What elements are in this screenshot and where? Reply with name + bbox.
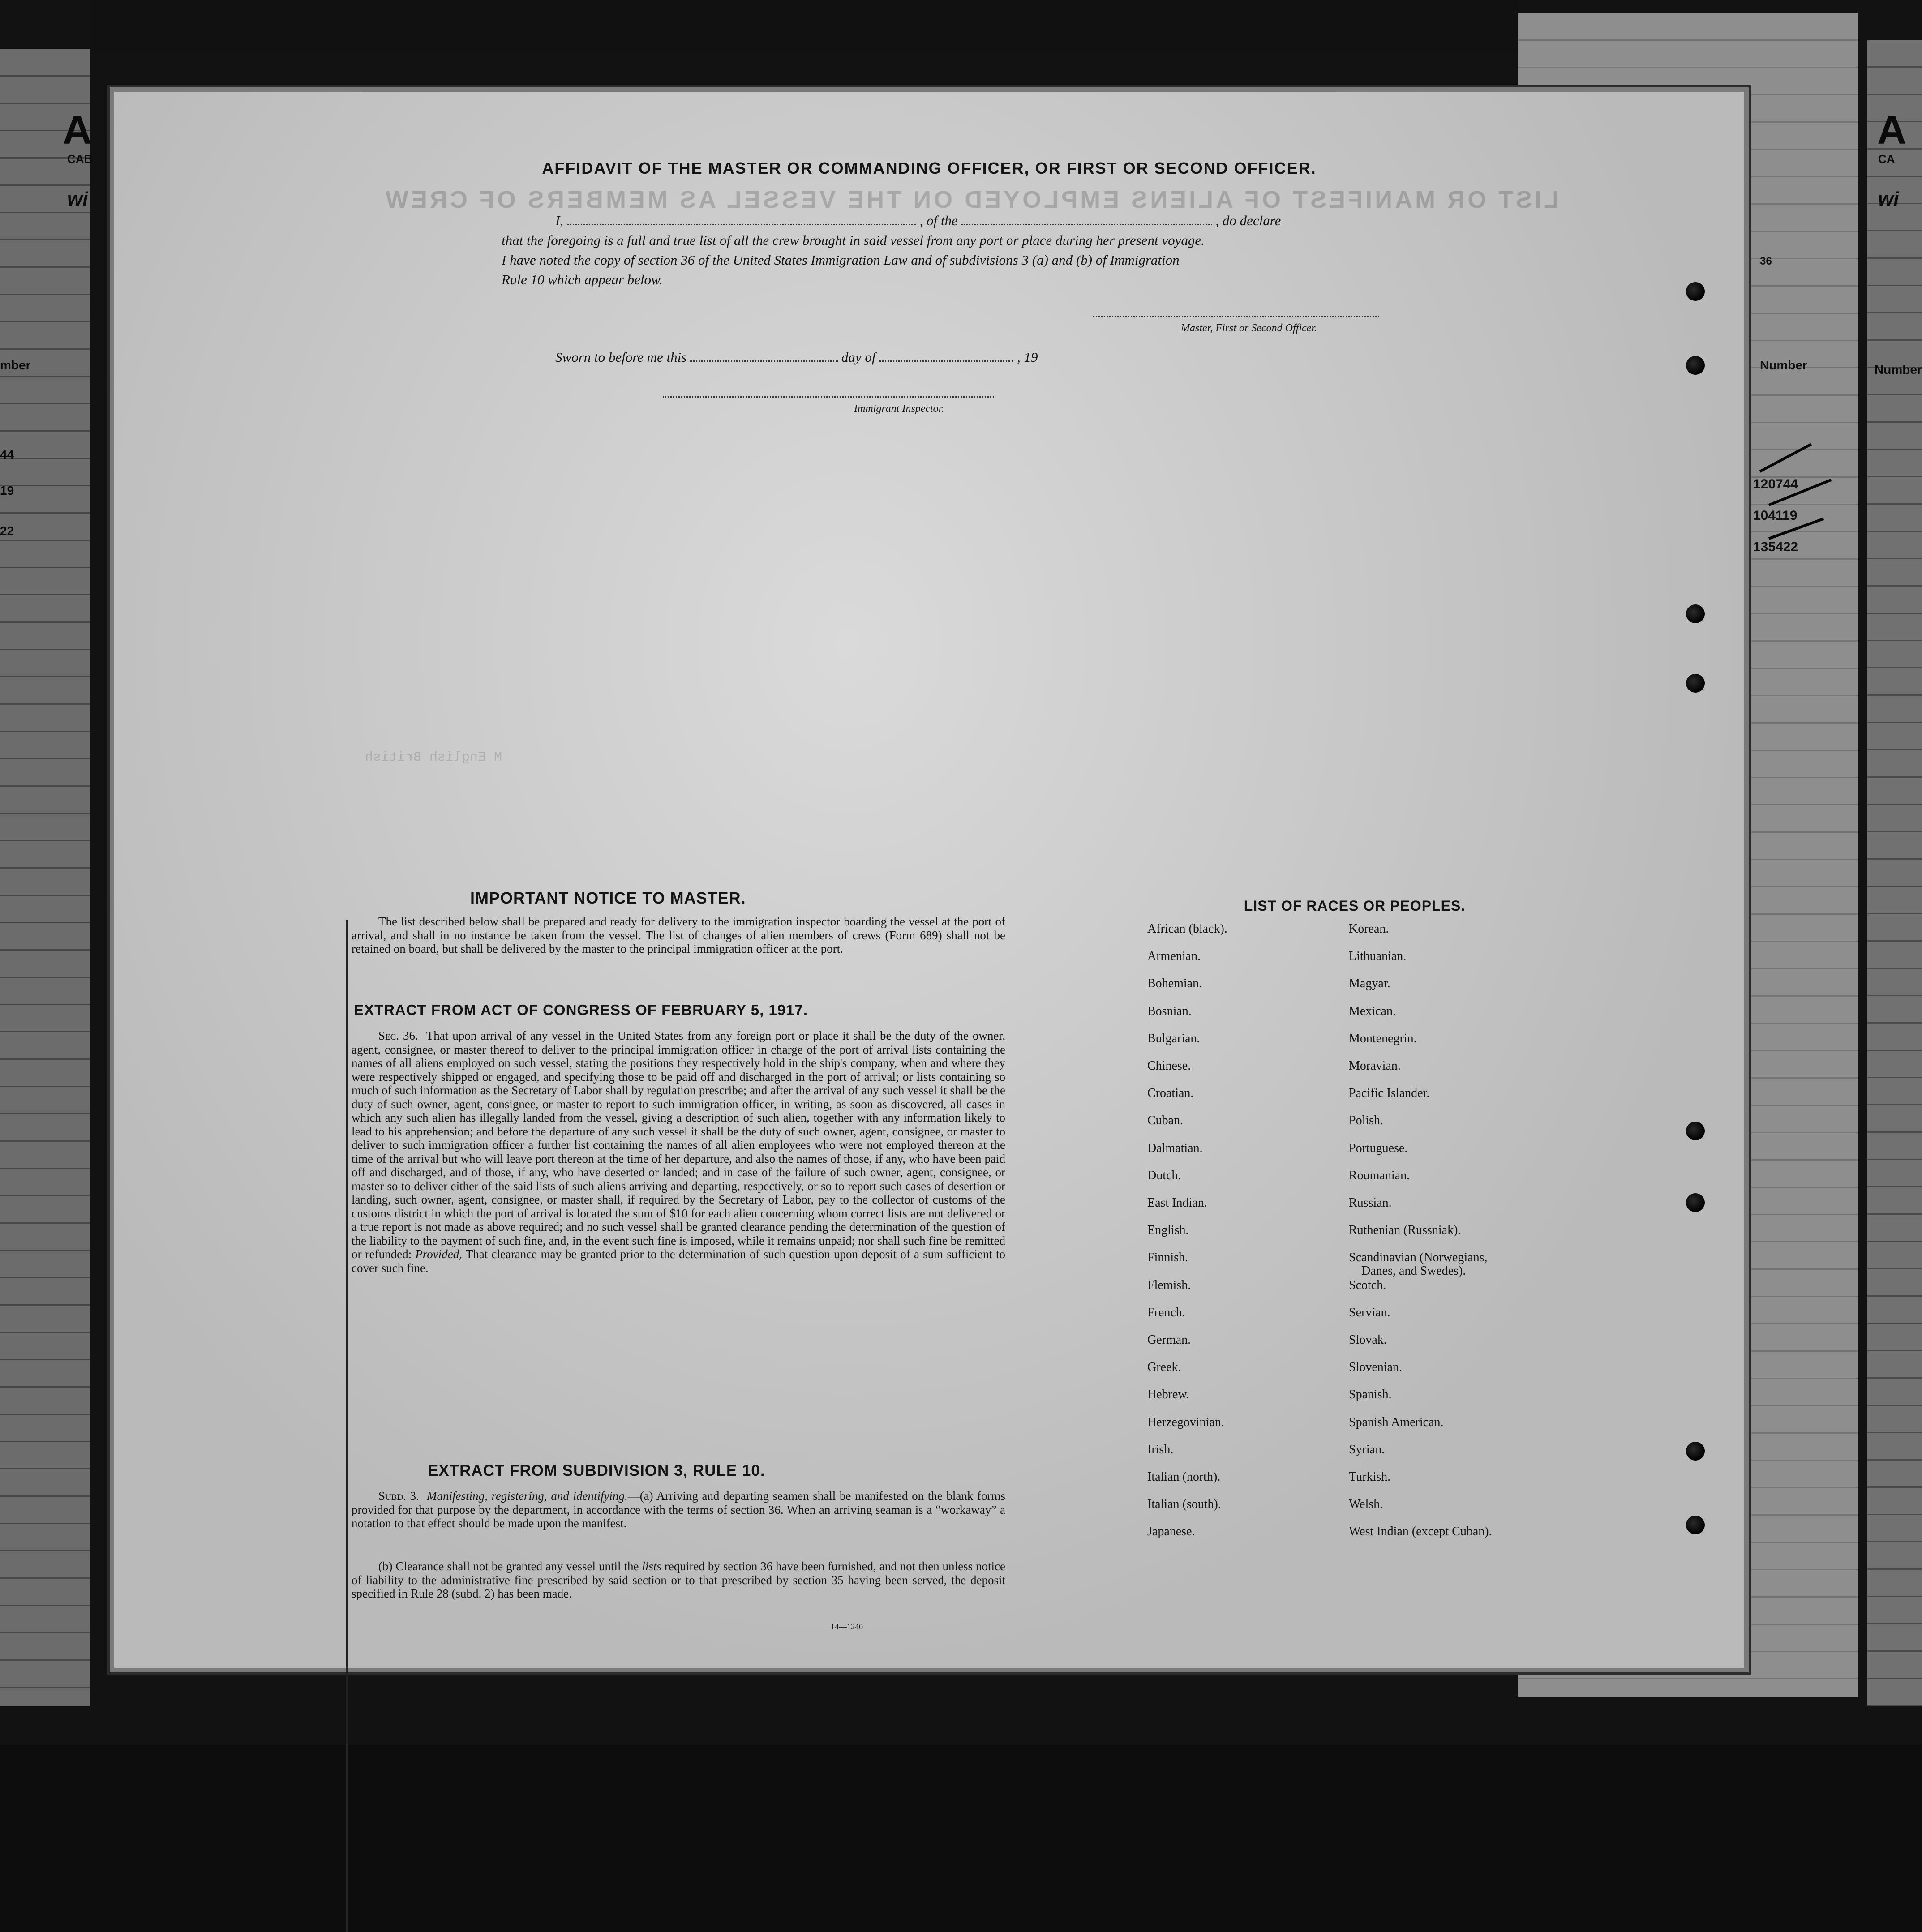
punch-hole <box>1686 1193 1705 1212</box>
right-fragment-wi: wi <box>1878 188 1899 210</box>
back-number-1: 120744 <box>1753 477 1798 492</box>
form-number: 14—1240 <box>831 1622 863 1631</box>
back-number-2: 104119 <box>1753 508 1798 523</box>
race-item: Moravian. <box>1349 1059 1401 1073</box>
race-item: Dalmatian. <box>1147 1141 1203 1155</box>
race-item: Polish. <box>1349 1114 1384 1128</box>
left-fragment-22: 22 <box>0 524 14 538</box>
extract-act-paragraph: Sec. 36. That upon arrival of any vessel in the United States from any foreign port or place it shall be the duty of the owner, agent, consignee, or master thereof to deliver to the principal immigration officer in charge of the port of arrival lists containing the names of all aliens employed on such vessel, stating the positions they respectively hold in the ship's company, when and where they were respectively shipped or engaged, and specifying those to be paid off and discharged in the port of arrival; or lists containing so much of such information as the Secretary of Labor shall by regulation prescribe; and after the arrival of any such vessel it shall be the duty of such owner, agent, consignee, or master to report to such immigration officer, in writing, as soon as discovered, all cases in which any such alien has illegally landed from the vessel, giving a description of such alien, together with any information likely to lead to his apprehension; and before the departure of any such vessel it shall be the duty of such owner, agent, consignee, or master to deliver to such immigration officer a further list containing the names of all alien employees who were not employed thereon at the time of the arrival but who will leave port thereon at the time of her departure, and also the names of those, if any, who have been paid off and discharged, and of those, if any, who have deserted or landed; and in case of the failure of such owner, agent, consignee, or master so to deliver either of the said lists of such aliens arriving and departing, respectively, or so to report such cases of desertion or landing, such owner, agent, consignee, or master shall, if required by the Secretary of Labor, pay to the collector of customs of the customs district in which the port of arrival is located the sum of $10 for each alien concerning whom correct lists are not delivered or a true report is not made as above required; and no such vessel shall be granted clearance pending the determination of the question of the liability to the payment of such fine, and, in the event such fine is imposed, while it remains unpaid; nor shall such fine be remitted or refunded: Provided, That clearance may be granted prior to the determination of such question upon deposit of a sum sufficient to cover such fine. <box>352 1029 1006 1275</box>
affidavit-line-3: I have noted the copy of section 36 of the United States Immigration Law and of subdivisions 3 (a) and (b) of Immigration <box>502 252 1180 268</box>
race-item: Slovenian. <box>1349 1360 1402 1375</box>
affidavit-line-2: that the foregoing is a full and true list of all the crew brought in said vessel from any port or place during her present voyage. <box>502 232 1205 248</box>
left-fragment-44: 44 <box>0 448 14 462</box>
races-title: LIST OF RACES OR PEOPLES. <box>1244 898 1466 914</box>
race-item: African (black). <box>1147 922 1227 936</box>
declare-suffix: , do declare <box>1215 213 1281 228</box>
race-item: Croatian. <box>1147 1086 1194 1101</box>
right-neighbor-sheet <box>1867 40 1922 1706</box>
sworn-line <box>555 349 1038 365</box>
race-item: Slovak. <box>1349 1333 1387 1347</box>
extract-rule-paragraph-b: (b) Clearance shall not be granted any vessel until the lists required by section 36 have been furnished, and not then unless notice of liability to the administrative fine prescribed by said section or to that prescribed by section 35 having been served, the deposit specified in Rule 28 (subd. 2) has been made. <box>352 1559 1005 1600</box>
race-item: Syrian. <box>1349 1442 1385 1456</box>
extract-rule-title: EXTRACT FROM SUBDIVISION 3, RULE 10. <box>428 1462 765 1479</box>
race-item: Turkish. <box>1349 1470 1391 1484</box>
race-item: English. <box>1147 1223 1189 1238</box>
vessel-name-field[interactable] <box>961 224 1212 225</box>
race-item: Irish. <box>1147 1442 1174 1456</box>
margin-rule <box>346 920 348 1932</box>
affidavit-title: AFFIDAVIT OF THE MASTER OR COMMANDING OFFICER, OR FIRST OR SECOND OFFICER. <box>542 159 1317 177</box>
master-signature-field[interactable] <box>1093 316 1379 317</box>
race-item: Herzegovinian. <box>1147 1415 1224 1429</box>
back-col-number-label: Number <box>1760 358 1807 372</box>
race-item: Chinese. <box>1147 1059 1191 1073</box>
race-item: Welsh. <box>1349 1497 1383 1512</box>
race-item: Ruthenian (Russniak). <box>1349 1223 1461 1238</box>
sworn-month-field[interactable] <box>879 360 1013 362</box>
inspector-signature-field[interactable] <box>663 396 994 398</box>
left-fragment-cab: CAB <box>67 152 93 166</box>
race-item: Italian (south). <box>1147 1497 1221 1512</box>
race-item: Greek. <box>1147 1360 1181 1375</box>
race-item: Bohemian. <box>1147 977 1202 991</box>
race-item: West Indian (except Cuban). <box>1349 1525 1492 1539</box>
race-item: Armenian. <box>1147 949 1201 964</box>
punch-hole <box>1686 356 1705 375</box>
right-fragment-letter: A <box>1877 108 1906 153</box>
notice-title: IMPORTANT NOTICE TO MASTER. <box>470 889 746 907</box>
race-item: Russian. <box>1349 1196 1392 1210</box>
race-item: Cuban. <box>1147 1114 1184 1128</box>
race-item: Scandinavian (Norwegians, <box>1349 1251 1488 1265</box>
race-item: Finnish. <box>1147 1251 1188 1265</box>
vessel-prefix: , of the <box>919 213 958 228</box>
back-col-number-36: 36 <box>1760 255 1772 267</box>
right-fragment-number: Number <box>1875 363 1922 377</box>
race-item: Spanish American. <box>1349 1415 1444 1429</box>
race-item: Mexican. <box>1349 1004 1396 1018</box>
right-fragment-cab: CA <box>1878 152 1895 166</box>
race-item: German. <box>1147 1333 1191 1347</box>
race-item: Hebrew. <box>1147 1388 1189 1402</box>
race-item: French. <box>1147 1305 1185 1319</box>
top-dark-band <box>90 0 1518 54</box>
punch-hole <box>1686 1516 1705 1534</box>
race-item: Pacific Islander. <box>1349 1086 1430 1101</box>
notice-paragraph: The list described below shall be prepared and ready for delivery to the immigration inspector boarding the vessel at the port of arrival, and shall in no instance be taken from the vessel. The list of changes of alien members of crews (Form 689) shall not be retained on board, but shall be delivered by the master to the principal immigration officer at the port. <box>352 915 1005 955</box>
affidavit-sheet <box>114 92 1744 1668</box>
sworn-prefix: Sworn to before me this <box>555 349 687 365</box>
check-mark <box>1759 443 1812 472</box>
left-neighbor-sheet <box>0 49 93 1706</box>
show-through-heading: LIST OR MANIFEST OF ALIENS EMPLOYED ON THE VESSEL AS MEMBERS OF CREW <box>383 186 1559 213</box>
race-item: Portuguese. <box>1349 1141 1408 1155</box>
race-item: Servian. <box>1349 1305 1390 1319</box>
show-through-row: M English British <box>365 750 502 765</box>
punch-hole <box>1686 282 1705 301</box>
left-fragment-number: mber <box>0 358 31 372</box>
race-item: Scotch. <box>1349 1278 1386 1292</box>
punch-hole <box>1686 674 1705 693</box>
left-fragment-letter: A <box>63 108 92 153</box>
extract-act-title: EXTRACT FROM ACT OF CONGRESS OF FEBRUARY 5, 1917. <box>354 1002 808 1018</box>
race-item: Italian (north). <box>1147 1470 1221 1484</box>
race-item: Korean. <box>1349 922 1389 936</box>
race-item: Flemish. <box>1147 1278 1191 1292</box>
left-fragment-wi: wi <box>67 188 88 210</box>
race-item: Danes, and Swedes). <box>1361 1264 1466 1278</box>
sworn-year-prefix: , 19 <box>1017 349 1038 365</box>
affidavit-line-4: Rule 10 which appear below. <box>502 272 663 287</box>
sworn-day-field[interactable] <box>690 360 838 362</box>
declarant-prefix: I, <box>555 213 564 228</box>
race-item: Lithuanian. <box>1349 949 1407 964</box>
race-item: Bulgarian. <box>1147 1031 1200 1045</box>
extract-rule-paragraph-a: Subd. 3. Manifesting, registering, and identifying.—(a) Arriving and departing seamen shall be manifested on the blank forms provided for that purpose by the department, in accordance with the terms of section 36. When an arriving seaman is a “workaway” a notation to that effect should be made upon the manifest. <box>352 1489 1005 1530</box>
left-fragment-19: 19 <box>0 484 14 497</box>
race-item: Japanese. <box>1147 1525 1195 1539</box>
race-item: Bosnian. <box>1147 1004 1192 1018</box>
punch-hole <box>1686 1122 1705 1140</box>
race-item: Roumanian. <box>1349 1168 1410 1182</box>
inspector-signature-label: Immigrant Inspector. <box>854 403 944 415</box>
affidavit-line-1 <box>555 213 1281 229</box>
race-item: East Indian. <box>1147 1196 1207 1210</box>
race-item: Dutch. <box>1147 1168 1181 1182</box>
race-item: Montenegrin. <box>1349 1031 1417 1045</box>
master-signature-label: Master, First or Second Officer. <box>1181 322 1317 334</box>
back-number-3: 135422 <box>1753 540 1798 554</box>
punch-hole <box>1686 1442 1705 1461</box>
section-label: Sec. 36. <box>378 1029 418 1042</box>
declarant-name-field[interactable] <box>567 224 916 225</box>
race-item: Magyar. <box>1349 977 1390 991</box>
race-item: Spanish. <box>1349 1388 1392 1402</box>
sworn-day-of: day of <box>841 349 876 365</box>
punch-hole <box>1686 604 1705 623</box>
